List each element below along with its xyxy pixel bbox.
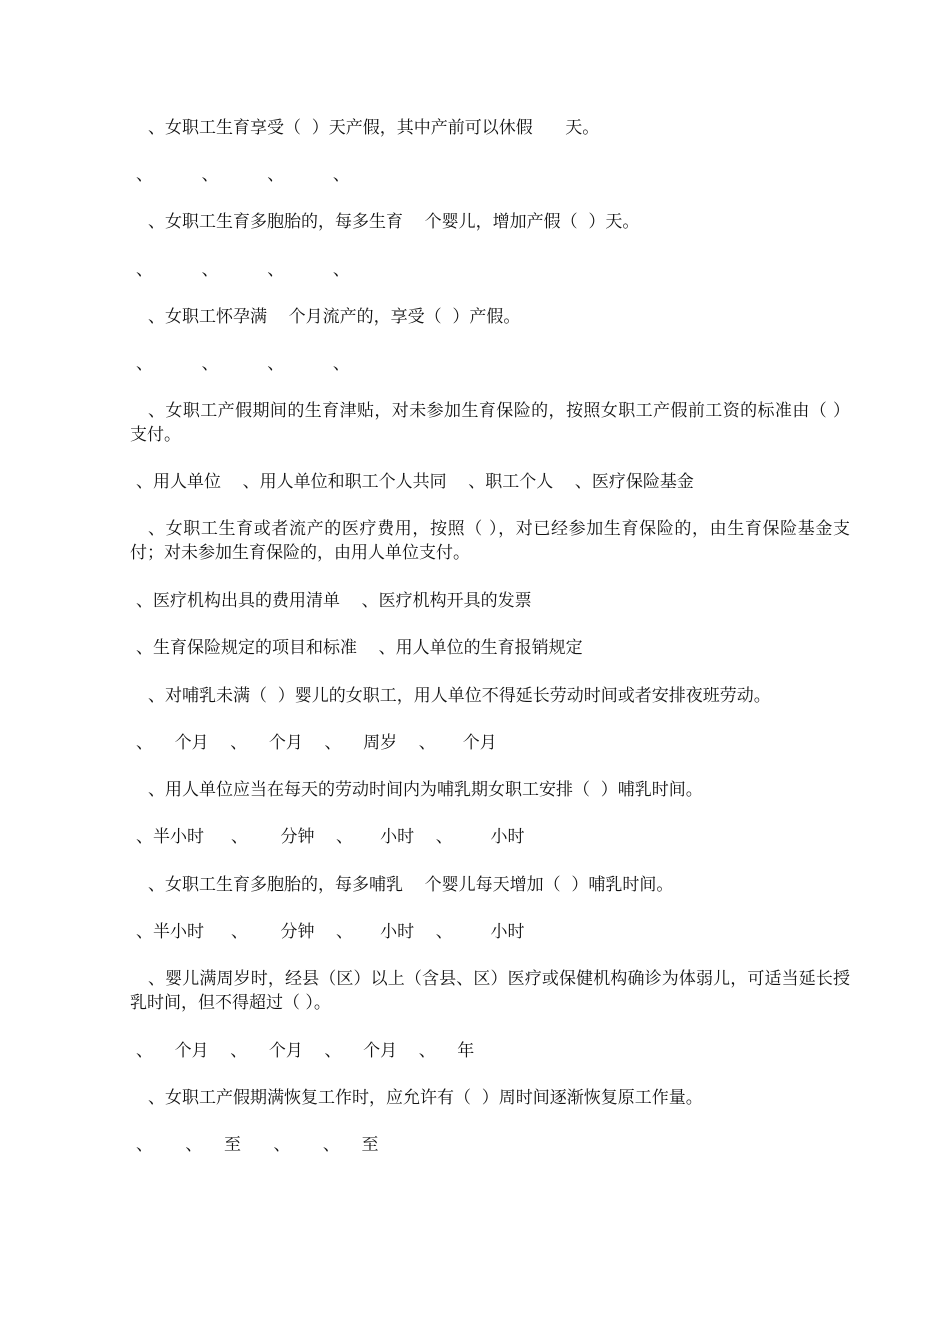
question-9: 、婴儿满周岁时，经县（区）以上（含县、区）医疗或保健机构确诊为体弱儿，可适当延长授乳时间，但不得超过（ ）。 xyxy=(130,969,850,1013)
question-6: 、对哺乳未满（ ）婴儿的女职工，用人单位不得延长劳动时间或者安排夜班劳动。 xyxy=(148,686,771,706)
options-4: 、用人单位 、用人单位和职工个人共同 、职工个人 、医疗保险基金 xyxy=(136,472,694,492)
question-2: 、女职工生育多胞胎的，每多生育 个婴儿，增加产假（ ）天。 xyxy=(148,212,640,232)
question-4: 、女职工产假期间的生育津贴，对未参加生育保险的，按照女职工产假前工资的标准由（ ）支付。 xyxy=(130,401,850,445)
options-8: 、半小时 、 分钟 、 小时 、 小时 xyxy=(136,922,525,942)
question-8: 、女职工生育多胞胎的，每多哺乳 个婴儿每天增加（ ）哺乳时间。 xyxy=(148,875,674,895)
options-7: 、半小时 、 分钟 、 小时 、 小时 xyxy=(136,827,525,847)
question-10: 、女职工产假期满恢复工作时，应允许有（ ）周时间逐渐恢复原工作量。 xyxy=(148,1088,703,1108)
options-6: 、 个月 、 个月 、 周岁 、 个月 xyxy=(136,733,497,753)
options-3: 、 、 、 、 xyxy=(136,354,350,374)
options-1: 、 、 、 、 xyxy=(136,165,350,185)
question-1: 、女职工生育享受（ ）天产假，其中产前可以休假 天。 xyxy=(148,118,600,138)
question-7: 、用人单位应当在每天的劳动时间内为哺乳期女职工安排（ ）哺乳时间。 xyxy=(148,780,703,800)
options-2: 、 、 、 、 xyxy=(136,260,350,280)
options-5a: 、医疗机构出具的费用清单 、医疗机构开具的发票 xyxy=(136,591,532,611)
options-9: 、 个月 、 个月 、 个月 、 年 xyxy=(136,1041,475,1061)
question-5: 、女职工生育或者流产的医疗费用，按照（ ），对已经参加生育保险的，由生育保险基金支付；对未参加生育保险的，由用人单位支付。 xyxy=(130,519,850,563)
options-5b: 、生育保险规定的项目和标准 、用人单位的生育报销规定 xyxy=(136,638,583,658)
options-10: 、 、 至 、 、 至 xyxy=(136,1135,379,1155)
question-3: 、女职工怀孕满 个月流产的，享受（ ）产假。 xyxy=(148,307,521,327)
